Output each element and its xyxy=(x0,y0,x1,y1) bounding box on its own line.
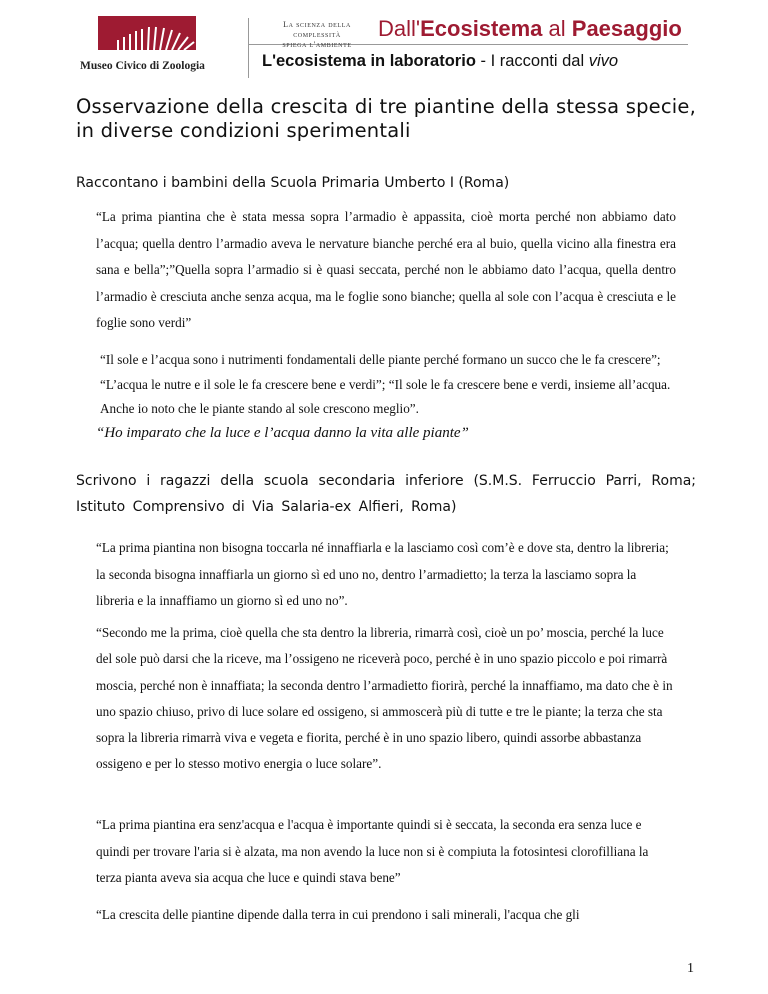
quote-paragraph-4: “Secondo me la prima, cioè quella che sta dentro la libreria, rimarrà così, cioè un po’ moscia, perché la luce del sole può darsi che la riceve, ma l’ossigeno ne riceverà poco, perché è in uno spazio piccolo e poi rimarrà moscia, perché non è innaffiata; la seconda dentro l’armadietto fiorirà, perché la innaffiamo, ma dato che è in uno spazio chiuso, privo di luce solare ed ossigeno, si ammoscerà più di tutte e tre le piante; la terza che sta sopra la libreria rimarrà viva e vegeta e fiorita, perché è in uno spazio libero, quindi assorbe abbastanza ossigeno e per lo stesso motivo energia o luce solare”. xyxy=(96,625,673,772)
quote-paragraph-6: “La crescita delle piantine dipende dalla terra in cui prendono i sali minerali, l'acqua che gli xyxy=(96,907,580,922)
page-number: 1 xyxy=(687,961,694,976)
series-subtitle xyxy=(262,52,618,71)
italic-quote: “Ho imparato che la luce e l’acqua danno la vita alle piante” xyxy=(96,425,469,441)
museum-logo-mark-icon xyxy=(98,16,196,50)
series-title-bold: Ecosistema xyxy=(420,16,543,41)
document-title: Osservazione della crescita di tre piantine della stessa specie, in diverse condizioni sperimentali xyxy=(76,95,696,142)
quote-paragraph-1: “La prima piantina che è stata messa sopra l’armadio è appassita, cioè morta perché non abbiamo dato l’acqua; quella dentro l’armadio aveva le nervature bianche perché era al buio, quella vicino alla finestra era sana e bella”;”Quella sopra l’armadio si è quasi seccata, perché non le abbiamo dato l’acqua, quella dentro l’armadio è cresciuta anche senza acqua, ma le foglie sono bianche; quella al sole con l’acqua è cresciuta e le foglie sono verdi” xyxy=(96,209,676,330)
series-title-middle: al xyxy=(542,16,572,41)
quote-paragraph-3: “La prima piantina non bisogna toccarla né innaffiarla e la lasciamo così com’è e dove sta, dentro la libreria; la seconda bisogna innaffiarla un giorno sì ed uno no, dentro l’armadietto; la terza la lasciamo sopra la libreria e la innaffiamo un giorno sì ed uno no”. xyxy=(96,540,669,608)
subtitle-rest: - I racconti dal xyxy=(475,52,589,70)
tagline-line-2: spiega l'ambiente xyxy=(282,40,352,49)
series-title-end: Paesaggio xyxy=(571,16,682,41)
museum-logo xyxy=(76,16,226,74)
museum-name: Museo Civico di Zoologia xyxy=(80,60,205,72)
tagline-line-1: La scienza della complessità xyxy=(283,20,351,39)
section-heading-primary-school: Raccontano i bambini della Scuola Primaria Umberto I (Roma) xyxy=(76,175,510,191)
quote-paragraph-5: “La prima piantina era senz'acqua e l'acqua è importante quindi si è seccata, la seconda era senza luce e quindi per trovare l'aria si è alzata, ma non avendo la luce non si è compiuta la fotosintesi clorofilliana la terza pianta aveva sia acqua che luce e quindi stava bene” xyxy=(96,817,649,885)
series-title xyxy=(378,16,682,42)
section-heading-secondary-school: Scrivono i ragazzi della scuola secondaria inferiore (S.M.S. Ferruccio Parri, Roma; Istituto Comprensivo di Via Salaria-ex Alfieri, Roma) xyxy=(76,473,696,515)
header-tagline xyxy=(262,20,372,50)
subtitle-italic: vivo xyxy=(588,52,619,70)
series-title-prefix: Dall' xyxy=(378,16,421,41)
header-divider-vertical xyxy=(248,18,249,78)
subtitle-bold: L'ecosistema in laboratorio xyxy=(262,52,476,70)
quote-paragraph-2: “Il sole e l’acqua sono i nutrimenti fondamentali delle piante perché formano un succo che le fa crescere”; “L’acqua le nutre e il sole le fa crescere bene e verdi”; “Il sole le fa crescere bene e verdi, insieme all’acqua. Anche io noto che le piante stando al sole crescono meglio”. xyxy=(100,352,671,416)
